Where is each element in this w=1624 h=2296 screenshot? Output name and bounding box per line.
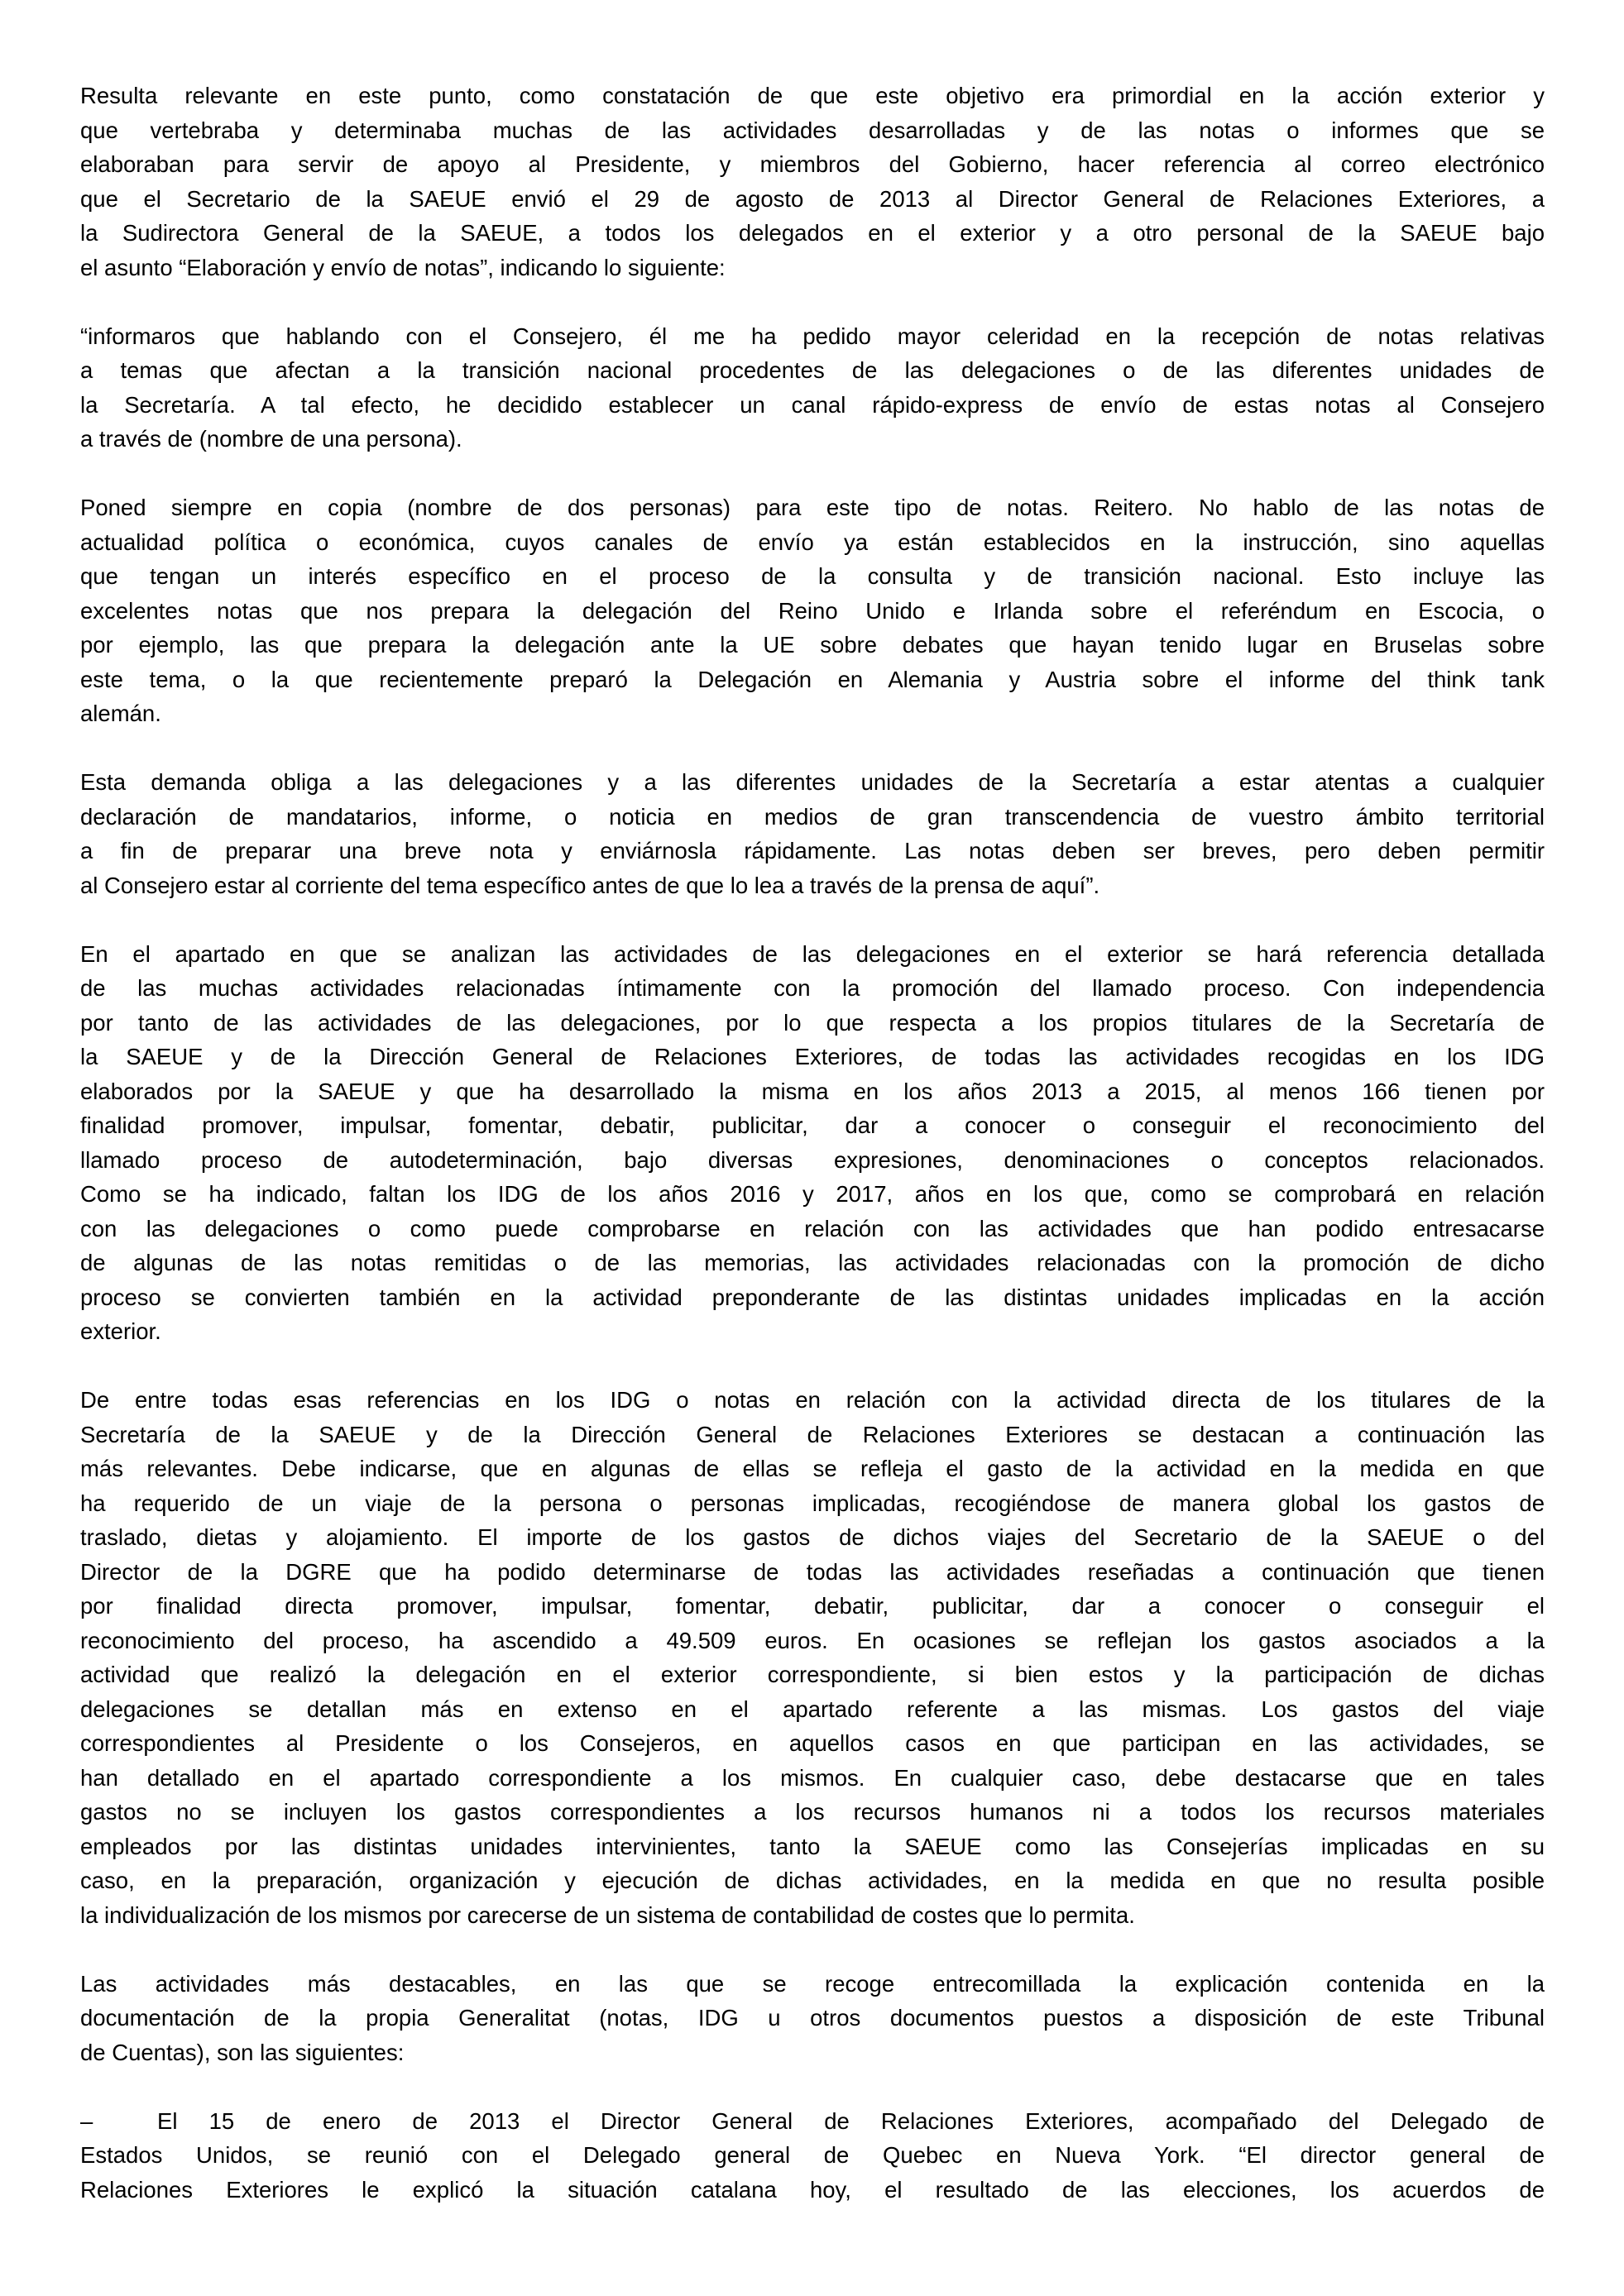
text-line: con las delegaciones o como puede comprobarse en relación con las actividades que han podido entresacarse [80,1215,1545,1241]
text-line: Estados Unidos, se reunió con el Delegado general de Quebec en Nueva York. “El director general de [80,2142,1545,2168]
text-line: actualidad política o económica, cuyos canales de envío ya están establecidos en la instrucción, sino aquellas [80,529,1545,555]
text-line: a fin de preparar una breve nota y enviárnosla rápidamente. Las notas deben ser breves, pero deben permitir [80,838,1545,863]
text-line: De entre todas esas referencias en los IDG o notas en relación con la actividad directa de los titulares de la [80,1387,1545,1413]
text-line: más relevantes. Debe indicarse, que en algunas de ellas se refleja el gasto de la actividad en la medida en que [80,1456,1545,1481]
text-line: el asunto “Elaboración y envío de notas”, indicando lo siguiente: [80,254,726,280]
text-line: llamado proceso de autodeterminación, bajo diversas expresiones, denominaciones o conceptos relacionados. [80,1146,1545,1173]
text-line: elaborados por la SAEUE y que ha desarrollado la misma en los años 2013 a 2015, al menos 166 tienen por [80,1078,1545,1104]
text-line: empleados por las distintas unidades intervinientes, tanto la SAEUE como las Consejerías implicadas en su [80,1833,1545,1859]
text-line: de Cuentas), son las siguientes: [80,2039,405,2065]
text-line: que tengan un interés específico en el proceso de la consulta y de transición nacional. Esto incluye las [80,563,1545,589]
text-line: Director de la DGRE que ha podido determinarse de todas las actividades reseñadas a continuación que tienen [80,1558,1545,1585]
text-line: a temas que afectan a la transición nacional procedentes de las delegaciones o de las diferentes unidades de [80,357,1545,383]
bullet-dash-icon: – [80,2107,93,2134]
text-line: “informaros que hablando con el Consejero, él me ha pedido mayor celeridad en la recepción de notas relativas [80,323,1545,349]
text-line: Secretaría de la SAEUE y de la Dirección General de Relaciones Exteriores se destacan a continuación las [80,1421,1545,1447]
text-line: reconocimiento del proceso, ha ascendido a 49.509 euros. En ocasiones se reflejan los gastos asociados a la [80,1627,1545,1653]
text-line: gastos no se incluyen los gastos correspondientes a los recursos humanos ni a todos los recursos materiales [80,1799,1545,1825]
text-line: Poned siempre en copia (nombre de dos personas) para este tipo de notas. Reitero. No hablo de las notas de [80,495,1545,520]
text-line: que vertebraba y determinaba muchas de las actividades desarrolladas y de las notas o informes que se [80,117,1545,143]
text-line: finalidad promover, impulsar, fomentar, debatir, publicitar, dar a conocer o conseguir el reconocimiento del [80,1112,1545,1138]
text-line: ha requerido de un viaje de la persona o personas implicadas, recogiéndose de manera global los gastos de [80,1490,1545,1516]
paragraph [80,937,1545,1349]
text-line: la Secretaría. A tal efecto, he decidido establecer un canal rápido-express de envío de estas notas al Consejero [80,391,1545,418]
text-line: declaración de mandatarios, informe, o noticia en medios de gran transcendencia de vuestro ámbito territorial [80,803,1545,830]
text-line: que el Secretario de la SAEUE envió el 29 de agosto de 2013 al Director General de Relaciones Exteriores, a [80,185,1545,212]
document-page [80,79,1545,2241]
text-line: la SAEUE y de la Dirección General de Relaciones Exteriores, de todas las actividades recogidas en los IDG [80,1044,1545,1069]
text-line: este tema, o la que recientemente preparó la Delegación en Alemania y Austria sobre el informe del think tank [80,666,1545,692]
paragraph [80,490,1545,731]
text-line: Resulta relevante en este punto, como constatación de que este objetivo era primordial en la acción exterior y [80,83,1545,108]
paragraph [80,1383,1545,1932]
text-line: Esta demanda obliga a las delegaciones y a las diferentes unidades de la Secretaría a estar atentas a cualquier [80,769,1545,795]
text-line: actividad que realizó la delegación en el exterior correspondiente, si bien estos y la participación de dichas [80,1662,1545,1687]
text-line: han detallado en el apartado correspondiente a los mismos. En cualquier caso, debe destacarse que en tales [80,1764,1545,1791]
text-line: correspondientes al Presidente o los Consejeros, en aquellos casos en que participan en las actividades, se [80,1730,1545,1756]
text-line: por tanto de las actividades de las delegaciones, por lo que respecta a los propios titulares de la Secretaría de [80,1009,1545,1036]
paragraph [80,765,1545,902]
text-line: excelentes notas que nos prepara la delegación del Reino Unido e Irlanda sobre el referéndum en Escocia, o [80,597,1545,624]
text-line: proceso se convierten también en la actividad preponderante de las distintas unidades implicadas en la acción [80,1284,1545,1310]
paragraph [80,1967,1545,2070]
text-line: por ejemplo, las que prepara la delegación ante la UE sobre debates que hayan tenido lugar en Bruselas sobre [80,632,1545,658]
text-line: a través de (nombre de una persona). [80,426,462,452]
text-line: El 15 de enero de 2013 el Director General de Relaciones Exteriores, acompañado del Delegado de [157,2107,1545,2134]
text-line: Relaciones Exteriores le explicó la situación catalana hoy, el resultado de las elecciones, los acuerdos de [80,2176,1545,2203]
text-line: la Sudirectora General de la SAEUE, a todos los delegados en el exterior y a otro personal de la SAEUE bajo [80,220,1545,246]
text-line: En el apartado en que se analizan las actividades de las delegaciones en el exterior se hará referencia detallada [80,940,1545,967]
text-line: elaboraban para servir de apoyo al Presidente, y miembros del Gobierno, hacer referencia al correo electrónico [80,151,1545,177]
text-line: la individualización de los mismos por carecerse de un sistema de contabilidad de costes que lo permita. [80,1901,1135,1928]
text-line: por finalidad directa promover, impulsar, fomentar, debatir, publicitar, dar a conocer o conseguir el [80,1593,1545,1619]
text-line: documentación de la propia Generalitat (notas, IDG u otros documentos puestos a disposición de este Tribunal [80,2005,1545,2031]
text-line: de algunas de las notas remitidas o de las memorias, las actividades relacionadas con la promoción de dicho [80,1250,1545,1275]
paragraph [80,319,1545,457]
text-line: Como se ha indicado, faltan los IDG de los años 2016 y 2017, años en los que, como se comprobará en relación [80,1181,1545,1207]
text-line: delegaciones se detallan más en extenso en el apartado referente a las mismas. Los gastos del viaje [80,1696,1545,1722]
text-line: Las actividades más destacables, en las que se recoge entrecomillada la explicación contenida en la [80,1970,1545,1997]
text-line: exterior. [80,1318,161,1344]
text-line: al Consejero estar al corriente del tema específico antes de que lo lea a través de la prensa de aquí”. [80,872,1100,898]
text-line: caso, en la preparación, organización y ejecución de dichas actividades, en la medida en que no resulta posible [80,1868,1545,1893]
text-line: traslado, dietas y alojamiento. El importe de los gastos de dichos viajes del Secretario de la SAEUE o del [80,1524,1545,1550]
text-line: de las muchas actividades relacionadas íntimamente con la promoción del llamado proceso. Con independencia [80,975,1545,1001]
text-line: alemán. [80,701,161,726]
paragraph [80,79,1545,285]
bullet-item [80,2104,1545,2208]
